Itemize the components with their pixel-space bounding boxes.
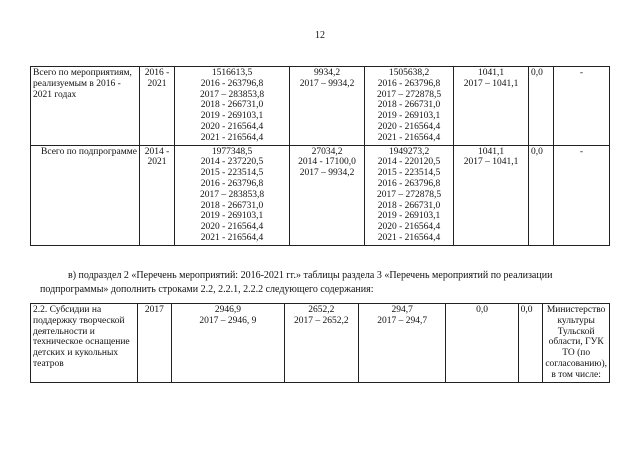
page-number: 12 bbox=[315, 30, 325, 41]
row-other: 0,0 bbox=[529, 67, 554, 146]
row-other: 0,0 bbox=[518, 304, 543, 383]
expenses-table bbox=[30, 66, 610, 246]
row-name: Всего по подпрограмме bbox=[31, 145, 140, 245]
table-row bbox=[31, 67, 610, 146]
row-regional: 294,7 2017 – 294,7 bbox=[358, 304, 445, 383]
row-federal: 27034,2 2014 - 17100,0 2017 – 9934,2 bbox=[290, 145, 365, 245]
row-regional: 1505638,2 2016 - 263796,8 2017 – 272878,5 2018 - 266731,0 2019 - 269103,1 2020 - 216564,4 2021 - 216564,4 bbox=[365, 67, 454, 146]
table-row bbox=[31, 304, 610, 383]
table-row bbox=[31, 145, 610, 245]
row-name: 2.2. Субсидии на поддержку творческой деятельности и техническое оснащение детских и кукольных театров bbox=[31, 304, 138, 383]
row-total: 1977348,5 2014 - 237220,5 2015 - 223514,5 2016 - 263796,8 2017 – 283853,8 2018 - 266731,0 2019 - 269103,1 2020 - 216564,4 2021 - 216564,4 bbox=[175, 145, 290, 245]
row-responsible: - bbox=[554, 145, 610, 245]
additions-table bbox=[30, 303, 610, 383]
row-name: Всего по мероприятиям, реализуемым в 2016 - 2021 годах bbox=[31, 67, 140, 146]
row-responsible: Министерство культуры Тульской области, ГУК ТО (по согласованию), в том числе: bbox=[543, 304, 610, 383]
row-total: 2946,9 2017 – 2946, 9 bbox=[172, 304, 285, 383]
row-period: 2017 bbox=[137, 304, 171, 383]
row-municipal: 1041,1 2017 – 1041,1 bbox=[454, 145, 529, 245]
row-other: 0,0 bbox=[529, 145, 554, 245]
row-total: 1516613,5 2016 - 263796,8 2017 – 283853,8 2018 - 266731,0 2019 - 269103,1 2020 - 216564,4 2021 - 216564,4 bbox=[175, 67, 290, 146]
row-municipal: 0,0 bbox=[446, 304, 518, 383]
row-regional: 1949273,2 2014 - 220120,5 2015 - 223514,5 2016 - 263796,8 2017 – 272878,5 2018 - 266731,0 2019 - 269103,1 2020 - 216564,4 2021 - 216564,4 bbox=[365, 145, 454, 245]
row-period: 2016 - 2021 bbox=[140, 67, 175, 146]
row-federal: 2652,2 2017 – 2652,2 bbox=[284, 304, 358, 383]
row-federal: 9934,2 2017 – 9934,2 bbox=[290, 67, 365, 146]
row-period: 2014 - 2021 bbox=[140, 145, 175, 245]
row-responsible: - bbox=[554, 67, 610, 146]
row-municipal: 1041,1 2017 – 1041,1 bbox=[454, 67, 529, 146]
amendment-paragraph: в) подраздел 2 «Перечень мероприятий: 2016-2021 гг.» таблицы раздела 3 «Перечень мероприятий по реализации подпрограммы» дополнить строками 2.2, 2.2.1, 2.2.2 следующего содержания: bbox=[40, 270, 553, 295]
